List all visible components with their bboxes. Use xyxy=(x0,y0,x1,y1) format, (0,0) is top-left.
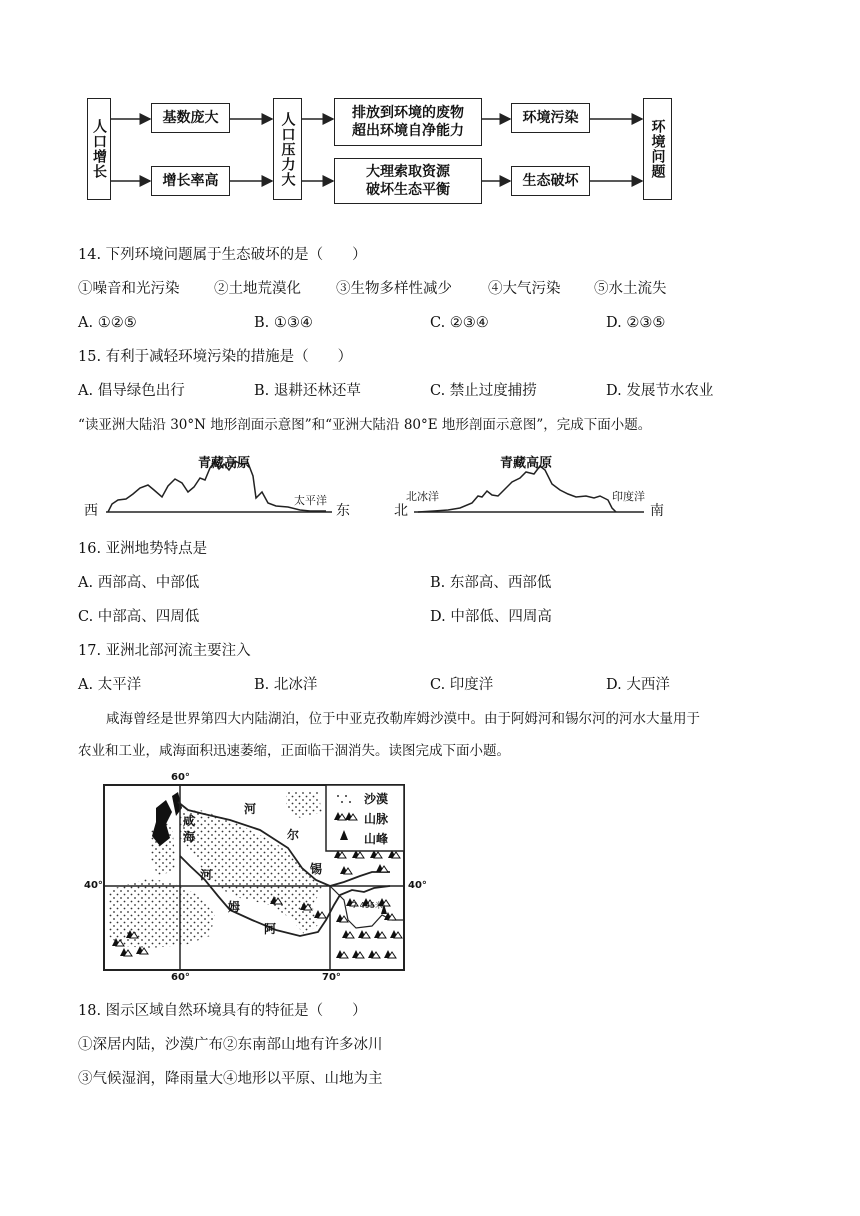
profile-right-title: 青藏高原 xyxy=(500,456,553,471)
q14-option-c: C. ②③④ xyxy=(430,315,489,331)
q15-option-c: C. 禁止过度捕捞 xyxy=(430,383,537,399)
q16-option-c: C. 中部高、四周低 xyxy=(78,609,200,625)
profile-left-pacific: 太平洋 xyxy=(294,494,327,507)
q16-option-b: B. 东部高、西部低 xyxy=(430,575,552,591)
profile-right-south: 南 xyxy=(650,503,664,519)
q17-option-b: B. 北冰洋 xyxy=(254,677,318,693)
aral-label-2: 海 xyxy=(183,830,196,844)
q16-intro: “读亚洲大陆沿 30°N 地形剖面示意图”和“亚洲大陆沿 80°E 地形剖面示意图”，完成下面小题。 xyxy=(78,417,652,433)
q17-option-a: A. 太平洋 xyxy=(78,677,142,693)
q16-option-a: A. 西部高、中部低 xyxy=(78,575,200,591)
amu-label-2: 姆 xyxy=(228,900,241,914)
lon-60-top: 60° xyxy=(171,772,190,783)
legend-mountains: 山脉 xyxy=(364,812,389,826)
profile-left-west: 西 xyxy=(84,503,98,519)
q15-option-d: D. 发展节水农业 xyxy=(606,383,714,399)
resource-line2: 破坏生态平衡 xyxy=(366,182,450,198)
q14-option-a: A. ①②⑤ xyxy=(78,315,137,331)
q15-option-a: A. 倡导绿色出行 xyxy=(78,383,185,399)
aral-label-1: 咸 xyxy=(183,814,196,828)
lon-60-bottom: 60° xyxy=(171,972,190,983)
amu-label-3: 阿 xyxy=(264,922,277,936)
q14-option-d: D. ②③⑤ xyxy=(606,315,666,331)
lat-40-left: 40° xyxy=(84,880,103,891)
q17-option-d: D. 大西洋 xyxy=(606,677,670,693)
legend-desert: 沙漠 xyxy=(364,792,389,806)
q18-line2: ③气候湿润，降雨量大④地形以平原、山地为主 xyxy=(78,1071,383,1087)
q14-item: ①噪音和光污染 xyxy=(78,281,180,297)
lat-40-right: 40° xyxy=(408,880,427,891)
env-problem-box: 环境问题 xyxy=(643,98,672,200)
pop-pressure-box: 人口压力大 xyxy=(273,98,302,200)
lon-70-bottom: 70° xyxy=(322,972,341,983)
q14-item: ③生物多样性减少 xyxy=(336,281,452,297)
profile-right-arctic: 北冰洋 xyxy=(406,490,439,503)
q15-stem: 15. 有利于减轻环境污染的措施是（ ） xyxy=(78,349,353,365)
q18-line1: ①深居内陆，沙漠广布②东南部山地有许多冰川 xyxy=(78,1037,383,1053)
profile-left-east: 东 xyxy=(336,503,350,519)
q17-option-c: C. 印度洋 xyxy=(430,677,494,693)
q15-option-b: B. 退耕还林还草 xyxy=(254,383,361,399)
q14-stem: 14. 下列环境问题属于生态破坏的是（ ） xyxy=(78,247,367,263)
peak-elevation: 7 495米 xyxy=(352,901,383,910)
profile-right-indian: 印度洋 xyxy=(612,490,645,503)
q17-stem: 17. 亚洲北部河流主要注入 xyxy=(78,643,251,659)
q18-intro-line2: 农业和工业，咸海面积迅速萎缩，正面临干涸消失。读图完成下面小题。 xyxy=(78,743,510,759)
q14-option-b: B. ①③④ xyxy=(254,315,313,331)
pollution-box: 环境污染 xyxy=(511,103,590,133)
eco-damage-box: 生态破坏 xyxy=(511,166,590,196)
syr-label-1: 河 xyxy=(244,802,257,816)
syr-label-3: 锡 xyxy=(310,862,323,876)
waste-line1: 排放到环境的废物 xyxy=(352,105,464,121)
waste-line2: 超出环境自净能力 xyxy=(352,123,464,139)
q14-item: ④大气污染 xyxy=(488,281,561,297)
q18-intro-line1: 咸海曾经是世界第四大内陆湖泊，位于中亚克孜勒库姆沙漠中。由于阿姆河和锡尔河的河水大量用于 xyxy=(106,711,700,727)
amu-label-1: 河 xyxy=(200,868,213,882)
high-rate-box: 增长率高 xyxy=(151,166,230,196)
profile-left-title: 青藏高原 xyxy=(198,456,251,471)
syr-label-2: 尔 xyxy=(287,828,300,842)
large-base-box: 基数庞大 xyxy=(151,103,230,133)
profile-right-north: 北 xyxy=(394,503,408,519)
resource-line1: 大理索取资源 xyxy=(366,164,450,180)
q16-stem: 16. 亚洲地势特点是 xyxy=(78,541,208,557)
q18-stem: 18. 图示区域自然环境具有的特征是（ ） xyxy=(78,1003,367,1019)
legend-peak: 山峰 xyxy=(364,832,389,846)
q16-option-d: D. 中部低、四周高 xyxy=(430,609,552,625)
pop-growth-box: 人口增长 xyxy=(87,98,111,200)
q14-item: ⑤水土流失 xyxy=(594,281,667,297)
q14-item: ②土地荒漠化 xyxy=(214,281,301,297)
